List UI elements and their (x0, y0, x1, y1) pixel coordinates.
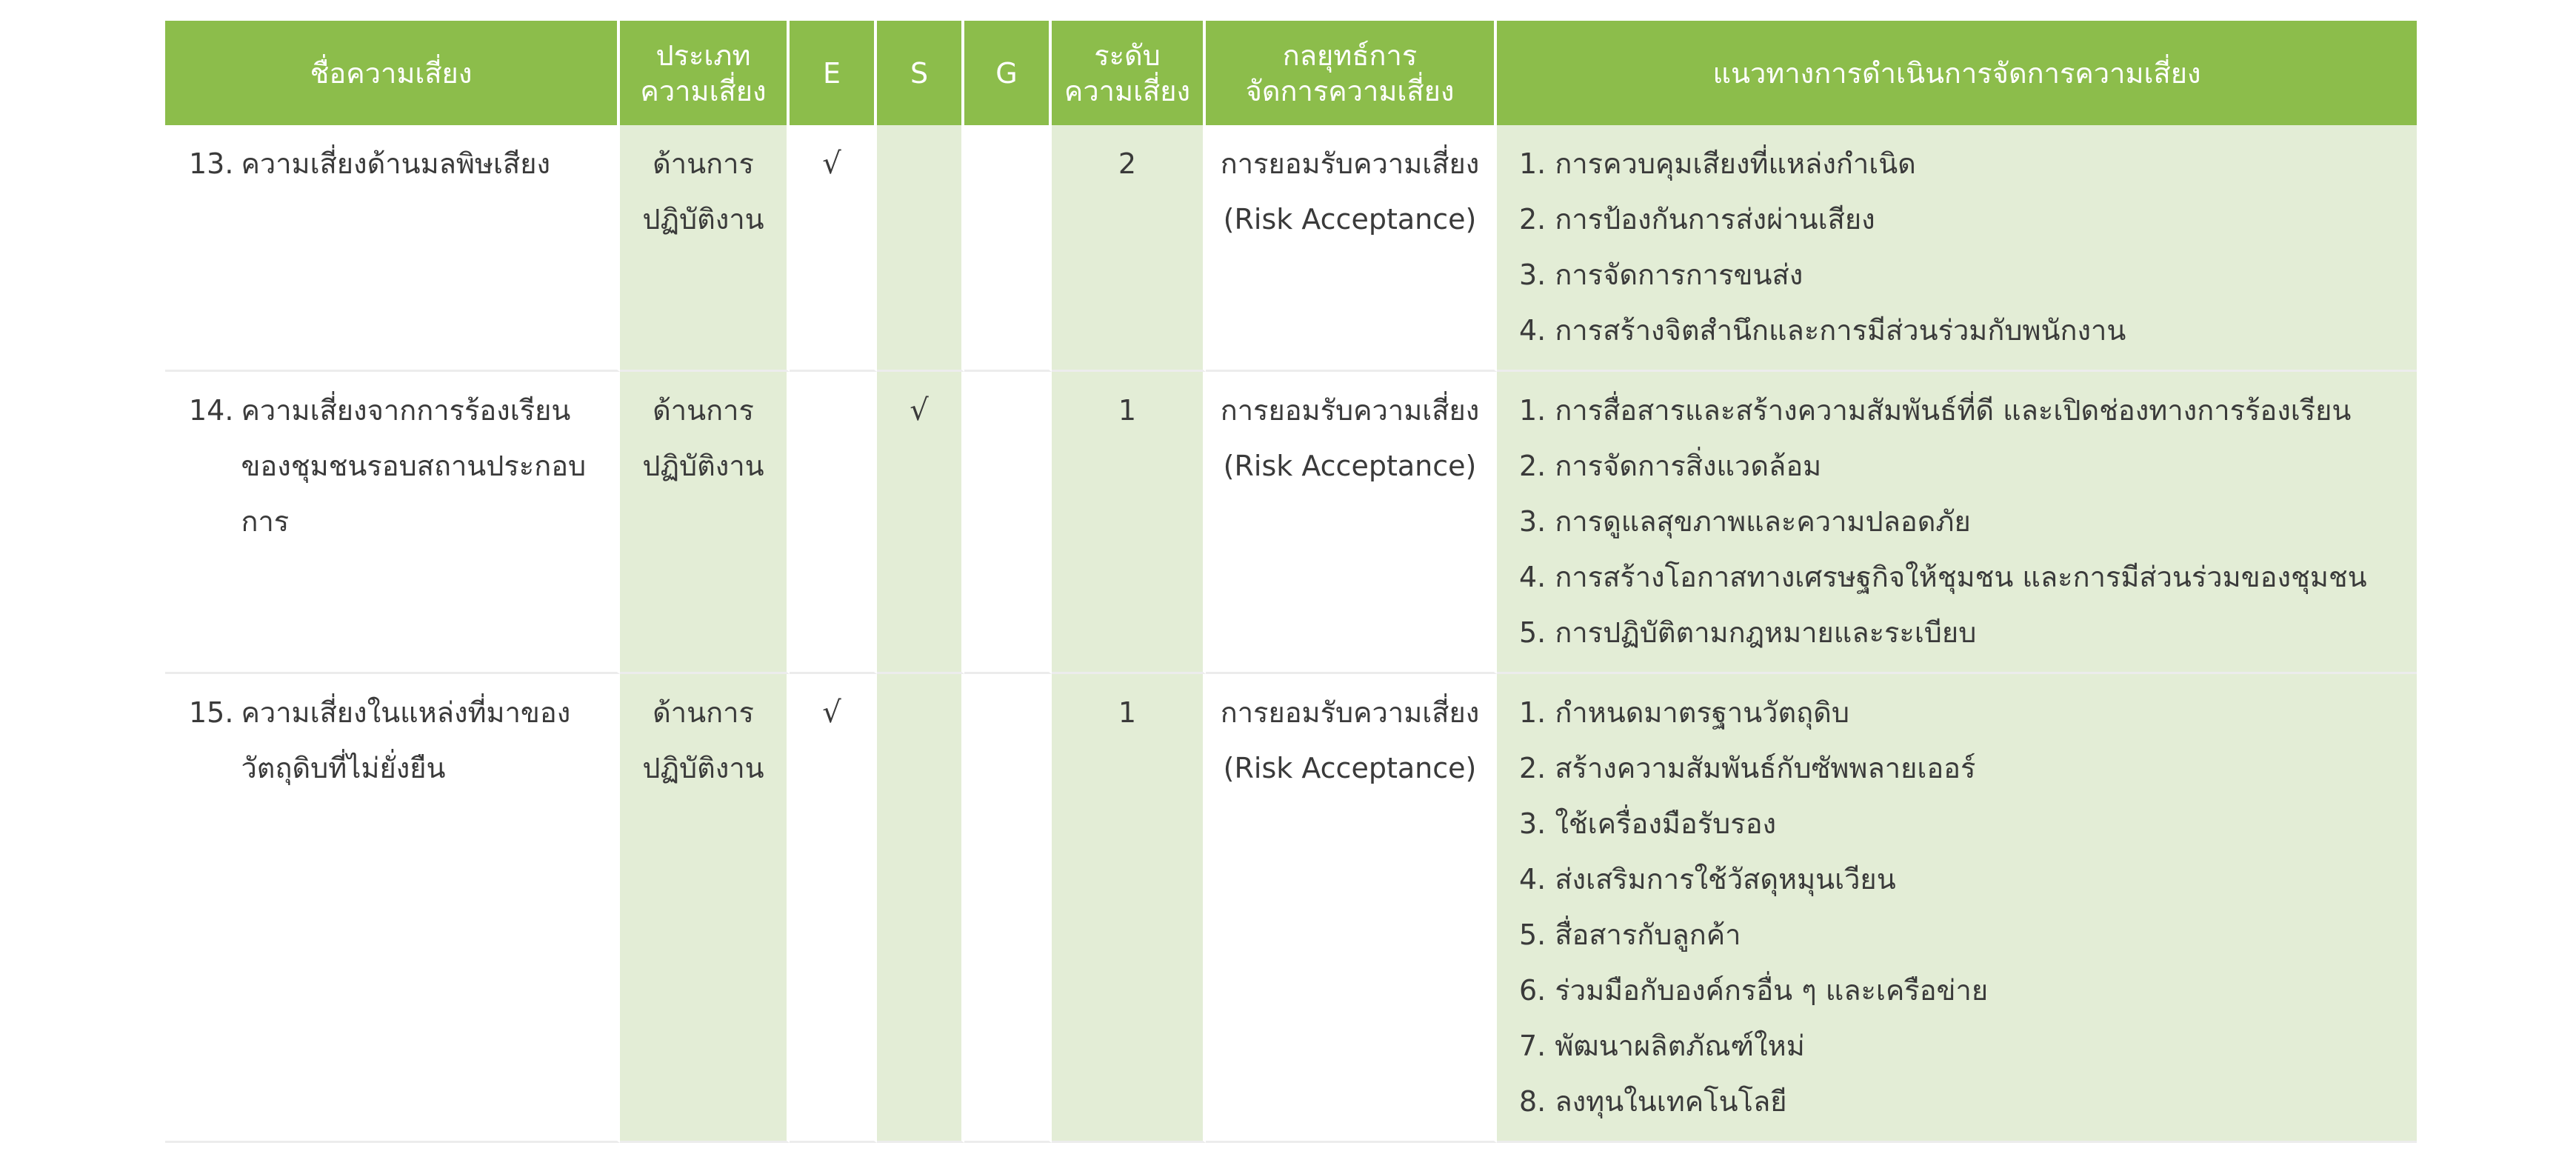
guideline-item: 4. การสร้างโอกาสทางเศรษฐกิจให้ชุมชน และการมีส่วนร่วมของชุมชน (1519, 561, 2367, 593)
guideline-item: 2. การป้องกันการส่งผ่านเสียง (1519, 203, 1875, 236)
e-cell (790, 674, 877, 1143)
strategy-line2: (Risk Acceptance) (1223, 450, 1477, 482)
header-strategy-line2: จัดการความเสี่ยง (1245, 74, 1455, 107)
s-check-mark: √ (910, 393, 929, 427)
g-cell (964, 125, 1052, 372)
header-risk-level-line2: ความเสี่ยง (1064, 74, 1191, 107)
table-header-row (165, 21, 2417, 125)
table-row (165, 372, 2417, 674)
guideline-item: 3. ใช้เครื่องมือรับรอง (1519, 807, 1777, 840)
g-cell (964, 372, 1052, 674)
guideline-item: 1. การสื่อสารและสร้างความสัมพันธ์ที่ดี และเปิดช่องทางการร้องเรียน (1519, 394, 2352, 427)
risk-type-cell (620, 674, 790, 1143)
risk-name: ความเสี่ยงด้านมลพิษเสียง (241, 147, 551, 180)
risk-name: ความเสี่ยงในแหล่งที่มาของวัตถุดิบที่ไม่ยั่งยืน (241, 696, 571, 784)
guideline-cell (1497, 125, 2417, 372)
guideline-item: 4. ส่งเสริมการใช้วัสดุหมุนเวียน (1519, 863, 1896, 896)
s-cell (877, 125, 964, 372)
e-check-mark: √ (822, 696, 841, 730)
risk-name-cell (165, 125, 620, 372)
risk-type-line1: ด้านการ (653, 147, 754, 180)
guideline-item: 1. กำหนดมาตรฐานวัตถุดิบ (1519, 696, 1849, 729)
header-risk-type (620, 21, 790, 125)
strategy-cell (1206, 372, 1497, 674)
guideline-item: 8. ลงทุนในเทคโนโลยี (1519, 1085, 1787, 1118)
risk-level-cell: 1 (1052, 674, 1206, 1143)
risk-level-cell: 2 (1052, 125, 1206, 372)
header-s: S (877, 21, 964, 125)
header-risk-type-line1: ประเภท (655, 39, 751, 72)
strategy-line2: (Risk Acceptance) (1223, 203, 1477, 236)
guideline-item: 5. การปฏิบัติตามกฎหมายและระเบียบ (1519, 616, 1977, 649)
guideline-item: 4. การสร้างจิตสำนึกและการมีส่วนร่วมกับพนักงาน (1519, 314, 2126, 347)
e-check-mark: √ (822, 147, 841, 181)
header-risk-level-line1: ระดับ (1094, 39, 1161, 72)
guideline-item: 2. การจัดการสิ่งแวดล้อม (1519, 450, 1822, 482)
risk-number: 13. (189, 147, 234, 180)
guideline-cell (1497, 372, 2417, 674)
risk-level-cell: 1 (1052, 372, 1206, 674)
guideline-item: 3. การจัดการการขนส่ง (1519, 259, 1803, 291)
guideline-item: 3. การดูแลสุขภาพและความปลอดภัย (1519, 505, 1971, 538)
header-strategy (1206, 21, 1497, 125)
guideline-item: 7. พัฒนาผลิตภัณฑ์ใหม่ (1519, 1030, 1805, 1062)
s-cell (877, 674, 964, 1143)
risk-type-cell (620, 125, 790, 372)
risk-type-line1: ด้านการ (653, 696, 754, 729)
header-guideline: แนวทางการดำเนินการจัดการความเสี่ยง (1497, 21, 2417, 125)
header-strategy-line1: กลยุทธ์การ (1282, 39, 1418, 72)
risk-name-cell (165, 674, 620, 1143)
header-g: G (964, 21, 1052, 125)
table-row (165, 125, 2417, 372)
table-row (165, 674, 2417, 1143)
risk-name: ความเสี่ยงจากการร้องเรียนของชุมชนรอบสถานประกอบการ (241, 394, 587, 538)
e-cell (790, 125, 877, 372)
header-risk-name: ชื่อความเสี่ยง (165, 21, 620, 125)
risk-name-cell (165, 372, 620, 674)
strategy-line1: การยอมรับความเสี่ยง (1220, 696, 1480, 729)
risk-type-line2: ปฏิบัติงาน (642, 752, 764, 784)
guideline-item: 1. การควบคุมเสียงที่แหล่งกำเนิด (1519, 147, 1916, 180)
strategy-line1: การยอมรับความเสี่ยง (1220, 147, 1480, 180)
guideline-item: 6. ร่วมมือกับองค์กรอื่น ๆ และเครือข่าย (1519, 974, 1989, 1007)
header-e: E (790, 21, 877, 125)
risk-type-line1: ด้านการ (653, 394, 754, 427)
guideline-item: 2. สร้างความสัมพันธ์กับซัพพลายเออร์ (1519, 752, 1976, 784)
guideline-item: 5. สื่อสารกับลูกค้า (1519, 918, 1741, 951)
strategy-cell (1206, 674, 1497, 1143)
strategy-line2: (Risk Acceptance) (1223, 752, 1477, 784)
strategy-cell (1206, 125, 1497, 372)
strategy-line1: การยอมรับความเสี่ยง (1220, 394, 1480, 427)
g-cell (964, 674, 1052, 1143)
risk-type-cell (620, 372, 790, 674)
header-risk-type-line2: ความเสี่ยง (640, 74, 767, 107)
header-risk-level (1052, 21, 1206, 125)
risk-type-line2: ปฏิบัติงาน (642, 203, 764, 236)
risk-type-line2: ปฏิบัติงาน (642, 450, 764, 482)
risk-number: 15. (189, 696, 234, 729)
e-cell (790, 372, 877, 674)
s-cell (877, 372, 964, 674)
guideline-cell (1497, 674, 2417, 1143)
risk-management-table (165, 21, 2417, 1143)
risk-number: 14. (189, 394, 234, 427)
